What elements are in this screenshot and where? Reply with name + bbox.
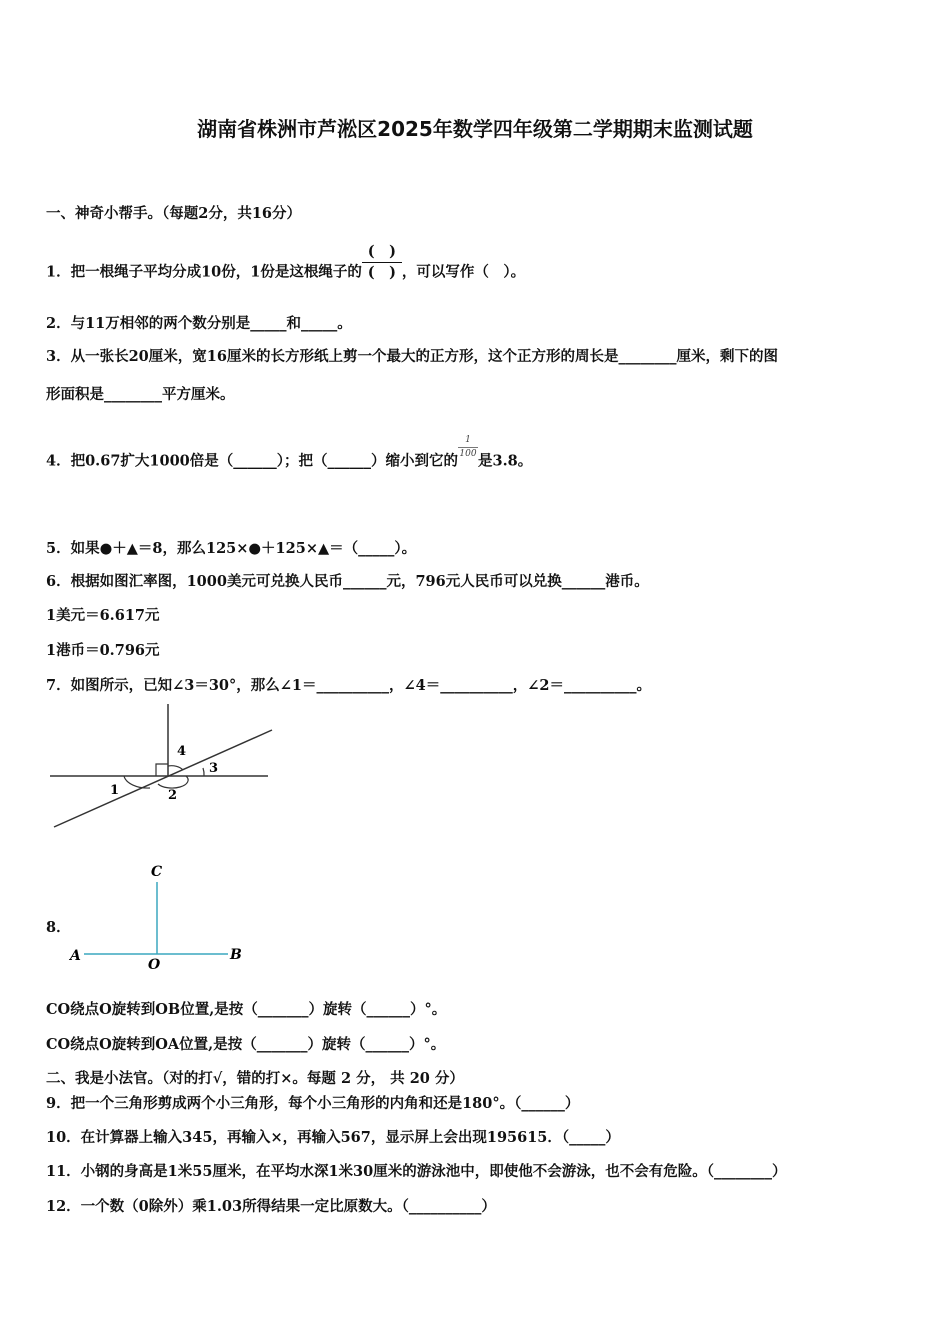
angle-2-arc	[158, 776, 188, 788]
angle-label-2: 2	[168, 788, 178, 803]
fraction-denominator: ( )	[367, 264, 396, 281]
angle-figure	[46, 700, 278, 832]
question-12: 12．一个数（0除外）乘1.03所得结果一定比原数大。（__________）	[46, 1198, 496, 1215]
question-8b: CO绕点O旋转到OA位置,是按（_______）旋转（______）°。	[46, 1036, 446, 1053]
question-1-text: 1．把一根绳子平均分成10份，1份是这根绳子的	[46, 263, 362, 281]
question-5: 5．如果●＋▲＝8，那么125×●＋125×▲＝（_____）。	[46, 540, 417, 557]
right-angle-mark	[156, 764, 168, 776]
exchange-rate-usd: 1美元＝6.617元	[46, 607, 160, 624]
angle-label-3: 3	[209, 761, 219, 776]
angle-3-arc	[203, 768, 204, 776]
page-title: 湖南省株洲市芦淞区2025年数学四年级第二学期期末监测试题	[197, 117, 753, 141]
question-4-text-end: 是3.8。	[478, 452, 533, 470]
fraction-denominator: 100	[459, 449, 477, 459]
question-3-line-1: 3．从一张长20厘米，宽16厘米的长方形纸上剪一个最大的正方形，这个正方形的周长是________厘米，剩下的图	[46, 348, 778, 365]
question-10: 10．在计算器上输入345，再输入×，再输入567，显示屏上会出现195615．（_____）	[46, 1129, 620, 1146]
angle-4-arc	[168, 766, 183, 770]
fraction-numerator: 1	[465, 435, 471, 445]
slanted-line	[54, 730, 272, 827]
question-6: 6．根据如图汇率图，1000美元可兑换人民币______元，796元人民币可以兑换______港币。	[46, 573, 649, 590]
question-4	[46, 435, 533, 474]
question-11: 11．小钢的身高是1米55厘米，在平均水深1米30厘米的游泳池中，即使他不会游泳，也不会有危险。（________）	[46, 1163, 787, 1180]
question-7: 7．如图所示，已知∠3＝30°，那么∠1＝__________，∠4＝__________，∠2＝__________。	[46, 677, 651, 694]
angle-label-4: 4	[177, 744, 187, 759]
question-2: 2．与11万相邻的两个数分别是_____和_____。	[46, 315, 352, 332]
section-heading-2: 二、我是小法官。（对的打√，错的打×。每题 2 分， 共 20 分）	[46, 1070, 464, 1087]
question-8-number: 8．	[46, 919, 71, 936]
point-label-b: B	[230, 947, 242, 963]
section-heading-1: 一、神奇小帮手。（每题2分，共16分）	[46, 205, 302, 222]
question-1-text-end: ，可以写作（ ）。	[401, 263, 526, 281]
fraction-numerator: ( )	[367, 243, 396, 260]
question-4-text: 4．把0.67扩大1000倍是（______）；把（______）缩小到它的	[46, 452, 459, 470]
angle-label-1: 1	[110, 783, 120, 798]
question-8a: CO绕点O旋转到OB位置,是按（_______）旋转（______）°。	[46, 1001, 447, 1018]
point-label-o: O	[148, 957, 161, 973]
point-label-a: A	[70, 948, 81, 964]
exchange-rate-hkd: 1港币＝0.796元	[46, 642, 160, 659]
question-3-line-2: 形面积是________平方厘米。	[46, 386, 235, 403]
question-1	[46, 243, 526, 293]
question-9: 9．把一个三角形剪成两个小三角形，每个小三角形的内角和还是180°。（______）	[46, 1095, 580, 1112]
point-label-c: C	[151, 864, 163, 880]
fraction-bar	[458, 447, 478, 448]
question-4-fraction	[458, 435, 478, 460]
rotation-figure	[62, 858, 252, 978]
question-1-fraction	[362, 242, 402, 283]
